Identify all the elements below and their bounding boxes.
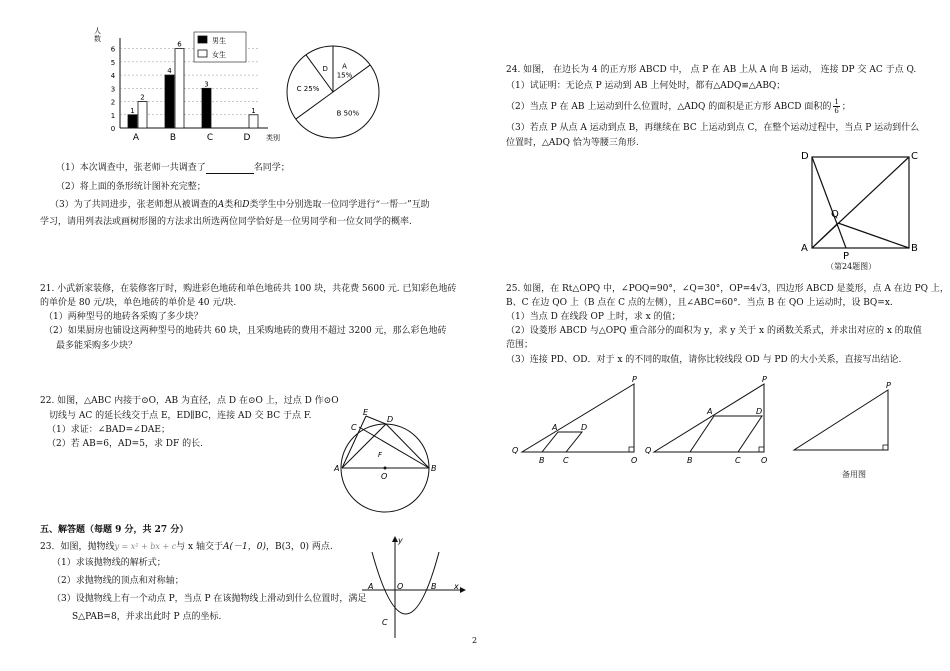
spare-figure-caption: 备用图	[842, 470, 866, 479]
y-tick-label: 1	[110, 111, 116, 120]
label-p: P	[843, 251, 850, 262]
legend-label: 女生	[212, 51, 226, 59]
label-d: D	[801, 151, 809, 162]
y-tick-label: 4	[110, 72, 116, 81]
q25-l1: 25. 如图，在 Rt△OPQ 中，∠POQ=90°，∠Q=30°，OP=4√3，四边形 ABCD 是菱形，点 A 在边 PQ 上，	[506, 284, 949, 294]
bar	[202, 88, 211, 128]
x-tick-label: D	[243, 133, 251, 143]
q23-point-b: ，B(3，0) 两点.	[265, 542, 333, 552]
q22-l1: 22. 如图，△ABC 内接于⊙O，AB 为直径，点 D 在⊙O 上，过点 D 作⊙O	[40, 396, 339, 406]
y-tick-label: 0	[110, 125, 116, 133]
y-axis-label-2: 数	[94, 35, 101, 43]
segment-qb	[838, 223, 909, 248]
bar-data-label: 4	[167, 67, 172, 76]
label-y: y	[398, 536, 403, 545]
pie-slice-label: C 25%	[296, 85, 320, 94]
x-tick-label: C	[206, 133, 214, 143]
q22-l2: 切线与 AC 的延长线交于点 E，ED∥BC，连接 AD 交 BC 于点 F.	[49, 411, 312, 421]
page-number: 2	[472, 636, 478, 645]
q23-l5: S△PAB=8，并求出此时 P 点的坐标.	[72, 612, 222, 622]
q25-l3: （1）当点 D 在线段 OP 上时，求 x 的值；	[506, 312, 681, 322]
q21-l1: 21. 小武新家装修，在装修客厅时，购进彩色地砖和单色地砖共 100 块，共花费 5600 元. 已知彩色地砖	[40, 284, 457, 294]
pie-slice-label: D	[322, 64, 328, 73]
label-b: B	[911, 243, 918, 254]
q23-l2: （1）求该抛物线的解析式；	[52, 558, 166, 568]
q22-l3: （1）求证：∠BAD=∠DAE；	[47, 425, 170, 435]
right-angle-mark	[759, 447, 764, 452]
right-angle-mark	[883, 445, 888, 450]
q20-p3c: 类学生中分别选取一位同学进行“一帮一”互助	[249, 200, 430, 210]
q24-l2: （1）试证明：无论点 P 运动到 AB 上何处时，都有△ADQ≌△ABQ；	[506, 81, 786, 91]
label-x: x	[454, 582, 459, 591]
label-b: B	[539, 456, 545, 465]
label-q: Q	[831, 209, 839, 220]
y-tick-label: 3	[110, 85, 116, 94]
label-b: B	[431, 582, 437, 591]
y-tick-label: 2	[110, 98, 116, 107]
bar	[165, 75, 174, 128]
label-e: E	[363, 408, 369, 417]
q20-p3a: （3）为了共同进步，张老师想从被调查的	[50, 200, 218, 210]
label-o: O	[397, 582, 404, 591]
frac-den: 6	[834, 107, 839, 115]
bar	[175, 49, 184, 128]
bar-chart	[92, 27, 280, 150]
parabola-curve	[372, 552, 439, 614]
q24-l1: 24. 如图， 在边长为 4 的正方形 ABCD 中， 点 P 在 AB 上从 A 向 B 运动， 连接 DP 交 AC 于点 Q.	[506, 65, 917, 75]
q25-figure-1	[510, 375, 650, 470]
q20-p1b: 名同学；	[253, 163, 290, 173]
segment-dp	[812, 157, 846, 248]
label-a: A	[707, 407, 713, 416]
q21-l2: 的单价是 80 元/块，单色地砖的单价是 40 元/块.	[40, 298, 237, 308]
segment-ad	[342, 424, 386, 468]
bar	[138, 102, 147, 128]
q20-p3-D: D	[242, 200, 250, 210]
fraction	[833, 98, 839, 115]
x-axis-arrow	[460, 587, 466, 593]
bar-data-label: 2	[140, 93, 145, 102]
label-d: D	[581, 423, 588, 432]
x-axis-label: 类别	[266, 134, 280, 142]
q23-l4: （3）设抛物线上有一个动点 P，当点 P 在该抛物线上滑动到什么位置时，满足	[52, 594, 367, 604]
y-tick-label: 6	[110, 45, 116, 54]
label-a: A	[801, 243, 808, 254]
q24-l3a: （2）当点 P 在 AB 上运动到什么位置时，△ADQ 的面积是正方形 ABCD 面积的	[506, 102, 832, 112]
label-c: C	[563, 456, 569, 465]
label-q: Q	[645, 446, 652, 455]
q21-l3: （1）两种型号的地砖各采购了多少块？	[44, 312, 203, 322]
pie-chart	[285, 42, 385, 142]
q23-parabola-figure	[362, 534, 472, 644]
q24-l3b: ；	[841, 102, 851, 112]
y-tick-label: 5	[110, 58, 116, 67]
q21-l4: （2）如果厨房也铺设这两种型号的地砖共 60 块，且采购地砖的费用不超过 3200 元，那么彩色地砖	[44, 326, 447, 336]
figure-caption: （第24题图）	[826, 262, 877, 271]
q23-l1a: 23．如图，抛物线	[40, 542, 115, 552]
segment-ed	[366, 416, 386, 424]
y-axis-label-1: 人	[94, 27, 101, 35]
legend-swatch	[198, 50, 207, 57]
label-d: D	[756, 407, 763, 416]
q25-spare-figure	[788, 380, 898, 470]
label-p: P	[762, 375, 767, 384]
label-c: C	[735, 456, 741, 465]
q23-l3: （2）求抛物线的顶点和对称轴；	[52, 576, 184, 586]
triangle-opq	[654, 384, 764, 452]
frac-num: 1	[834, 98, 839, 106]
pie-slice-label: A	[342, 62, 347, 71]
label-b: B	[687, 456, 693, 465]
q20-line3	[50, 199, 430, 211]
label-o: O	[381, 472, 388, 481]
answer-blank	[206, 164, 254, 174]
bar	[249, 115, 258, 128]
q25-l2: B、C 在边 QO 上（B 点在 C 点的左侧），且∠ABC=60°．当点 B 在 QO 上运动时，设 BQ=x.	[506, 298, 893, 308]
label-o: O	[631, 456, 638, 465]
q25-figure-2	[645, 375, 780, 470]
q20-p3d: 学习，请用列表法或画树形图的方法求出所选两位同学恰好是一位男同学和一位女同学的概率.	[40, 217, 412, 227]
label-p: P	[632, 375, 637, 384]
q23-l1b: 与 x 轴交于	[176, 542, 223, 552]
q24-line3	[506, 98, 851, 115]
rhombus-abcd	[690, 416, 762, 452]
label-c: C	[911, 151, 918, 162]
label-b: B	[431, 464, 437, 473]
q23-point-a: A(－1，0)	[222, 542, 266, 552]
q23-l1	[40, 541, 333, 553]
q22-l4: （2）若 AB=6，AD=5，求 DF 的长.	[47, 439, 203, 449]
q24-l5: 位置时，△ADQ 恰为等腰三角形.	[506, 138, 639, 148]
label-a: A	[334, 464, 340, 473]
q25-l4: （2）设菱形 ABCD 与△OPQ 重合部分的面积为 y，求 y 关于 x 的函数关系式，并求出对应的 x 的取值	[506, 326, 922, 336]
triangle-opq	[794, 390, 888, 450]
pie-slice-divider	[296, 92, 333, 119]
label-a: A	[368, 582, 374, 591]
q20-line1	[56, 162, 290, 174]
label-c: C	[351, 423, 357, 432]
bar-data-label: 6	[177, 40, 182, 49]
x-tick-label: A	[132, 133, 140, 143]
bar-data-label: 1	[251, 106, 256, 115]
pie-slice-pct: 15%	[336, 71, 353, 80]
label-f: F	[378, 451, 383, 459]
right-angle-mark	[629, 447, 634, 452]
q22-circle-figure	[334, 408, 450, 520]
q20-p1: （1）本次调查中，张老师一共调查了	[56, 163, 206, 173]
q25-l5: 范围；	[506, 340, 534, 350]
segment-cb	[359, 427, 429, 468]
label-p: P	[886, 381, 891, 390]
x-tick-label: B	[169, 133, 177, 143]
label-a: A	[552, 423, 558, 432]
label-q: Q	[512, 446, 519, 455]
section-title: 五、解答题（每题 9 分，共 27 分）	[40, 525, 189, 535]
q20-p3-A: A	[217, 200, 225, 210]
bar-data-label: 1	[130, 106, 135, 115]
bar-data-label: 3	[204, 80, 209, 89]
bar	[128, 115, 137, 128]
pie-slice-label: B 50%	[336, 109, 360, 118]
q20-p3b: 类和	[224, 200, 243, 210]
q24-square-figure	[800, 150, 930, 260]
legend-swatch	[198, 36, 207, 43]
segment-aq	[812, 223, 838, 248]
triangle-opq	[522, 384, 634, 452]
q25-l6: （3）连接 PD、OD．对于 x 的不同的取值，请你比较线段 OD 与 PD 的大小关系，直接写出结论.	[506, 355, 902, 365]
center-dot	[384, 467, 387, 470]
q23-equation: y = x² + bx + c	[114, 542, 177, 551]
label-o: O	[761, 456, 768, 465]
q24-l4: （3）若点 P 从点 A 运动到点 B，再继续在 BC 上运动到点 C，在整个运动过程中，当点 P 运动到什么	[506, 123, 920, 133]
q21-l5: 最多能采购多少块？	[56, 341, 138, 351]
label-d: D	[387, 415, 394, 424]
q20-p2: （2）将上面的条形统计图补充完整；	[56, 182, 206, 192]
rhombus-abcd	[542, 432, 582, 452]
label-c: C	[382, 618, 388, 627]
legend-label: 男生	[212, 37, 226, 45]
